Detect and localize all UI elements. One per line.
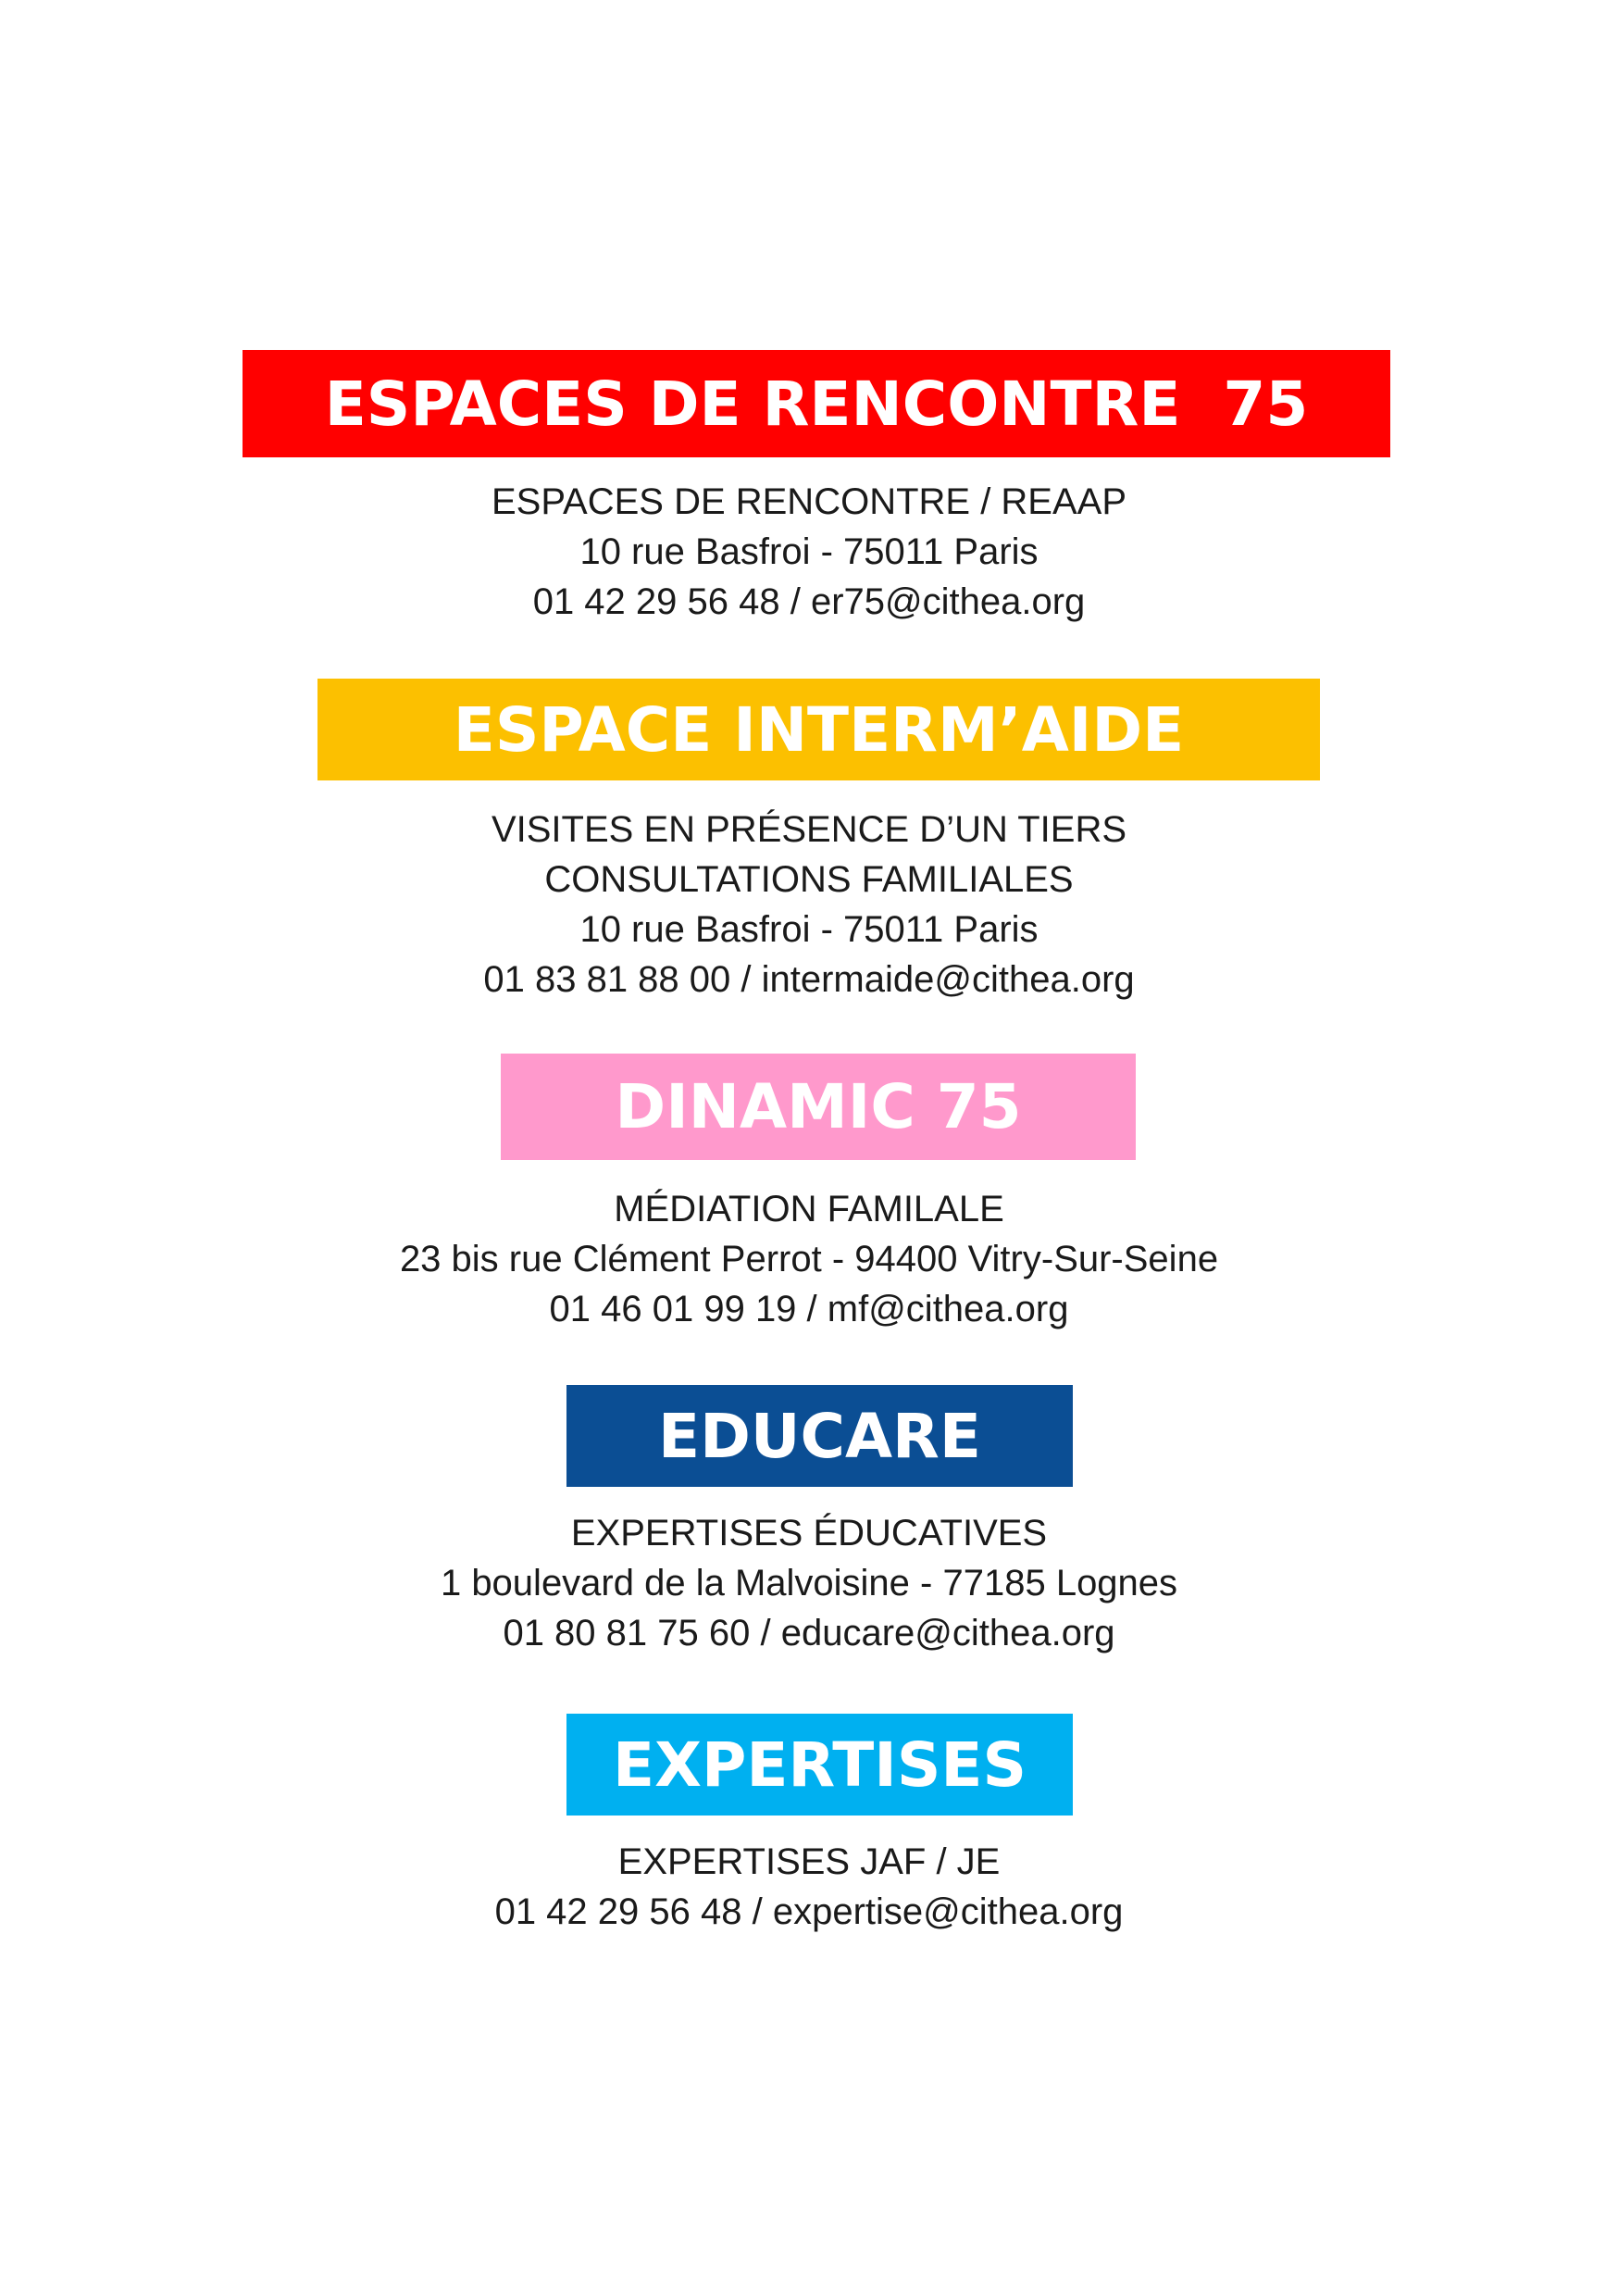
service-name: VISITES EN PRÉSENCE D’UN TIERS — [491, 809, 1127, 850]
section-details-educare — [0, 1508, 1618, 1658]
banner-title: DINAMIC 75 — [615, 1071, 1022, 1142]
banner-espace-intermaide — [317, 679, 1320, 780]
contact: 01 42 29 56 48 / er75@cithea.org — [532, 581, 1086, 622]
banner-espaces-de-rencontre-75 — [243, 350, 1390, 457]
banner-title: ESPACES DE RENCONTRE 75 — [324, 368, 1309, 440]
service-name: ESPACES DE RENCONTRE / REAAP — [491, 481, 1127, 522]
banner-title: EDUCARE — [658, 1400, 981, 1472]
banner-title: EXPERTISES — [612, 1728, 1027, 1801]
address: 10 rue Basfroi - 75011 Paris — [579, 531, 1039, 572]
address: 1 boulevard de la Malvoisine - 77185 Lognes — [440, 1563, 1178, 1603]
address: 10 rue Basfroi - 75011 Paris — [579, 909, 1039, 950]
service-name: EXPERTISES JAF / JE — [617, 1841, 1001, 1882]
address: 23 bis rue Clément Perrot - 94400 Vitry-Sur-Seine — [399, 1239, 1219, 1279]
banner-dinamic-75 — [501, 1054, 1136, 1160]
section-details-expertises — [0, 1837, 1618, 1937]
contact: 01 42 29 56 48 / expertise@cithea.org — [494, 1891, 1124, 1932]
banner-expertises — [566, 1714, 1073, 1816]
banner-educare — [566, 1385, 1073, 1487]
section-details-espaces-de-rencontre — [0, 477, 1618, 627]
service-name: EXPERTISES ÉDUCATIVES — [570, 1513, 1048, 1554]
contact: 01 83 81 88 00 / intermaide@cithea.org — [483, 959, 1135, 1000]
contact: 01 80 81 75 60 / educare@cithea.org — [503, 1613, 1115, 1653]
section-details-espace-intermaide — [0, 805, 1618, 1004]
section-details-dinamic-75 — [0, 1184, 1618, 1334]
contact: 01 46 01 99 19 / mf@cithea.org — [549, 1289, 1069, 1329]
service-name: CONSULTATIONS FAMILIALES — [544, 859, 1074, 900]
banner-title: ESPACE INTERM’AIDE — [453, 693, 1185, 766]
service-name: MÉDIATION FAMILALE — [614, 1189, 1004, 1229]
